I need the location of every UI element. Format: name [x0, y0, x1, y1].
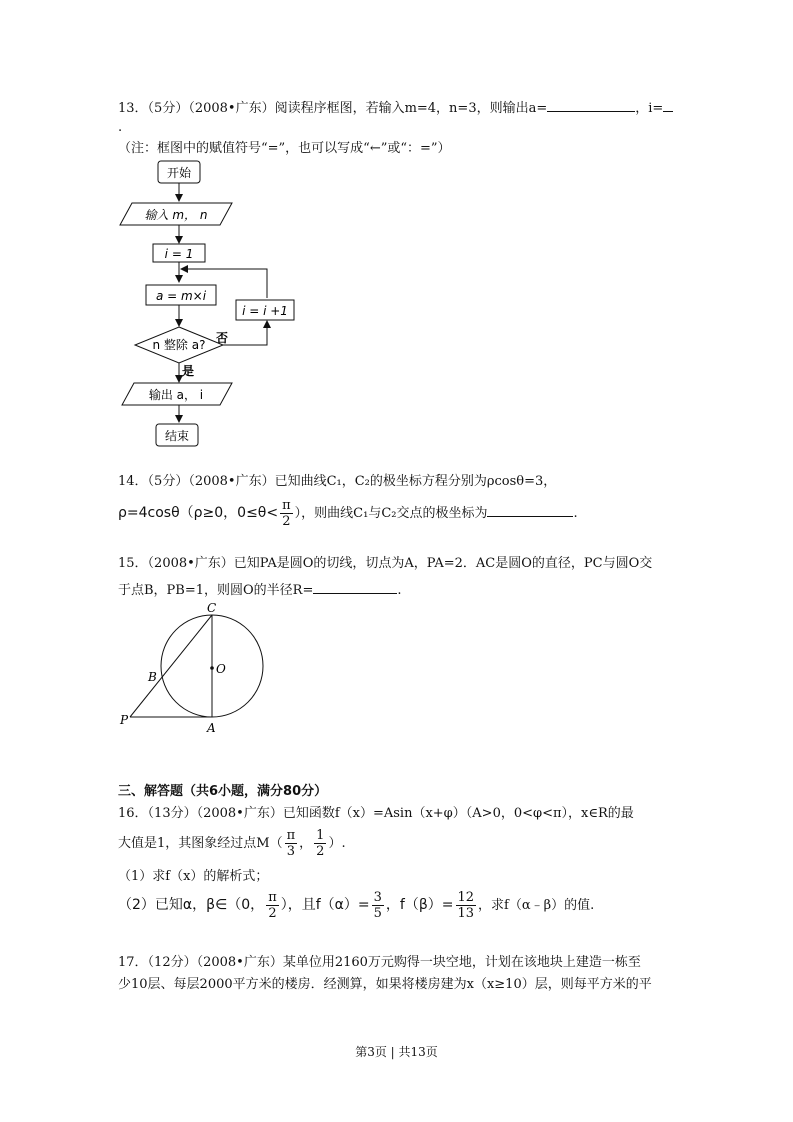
q13-mid: ，i=	[635, 101, 664, 116]
flow-input: 输入 m， n	[144, 208, 208, 222]
q13-blank-a	[547, 98, 635, 112]
q15-line1: 15．（2008•广东）已知PA是圆O的切线，切点为A，PA=2．AC是圆O的直径，PC与圆O交	[118, 556, 653, 571]
q15-blank	[313, 580, 397, 594]
q13-note: （注：框图中的赋值符号“=”，也可以写成“←”或“：=”）	[118, 141, 451, 156]
q14-fraction: $\frac{\pi}{2}$	[282, 498, 291, 529]
flow-increment: i = i +1	[242, 304, 288, 318]
flow-init: i = 1	[164, 247, 194, 261]
flow-decision: n 整除 a?	[152, 338, 206, 352]
label-a: A	[207, 721, 216, 735]
q14-blank	[487, 503, 573, 517]
flow-no: 否	[216, 331, 229, 345]
flow-start: 开始	[166, 166, 192, 180]
q15-line2: 于点B，PB=1，则圆O的半径R= .	[118, 580, 402, 599]
q14-line1: 14．（5分）（2008•广东）已知曲线C₁，C₂的极坐标方程分别为ρcosθ=3，	[118, 474, 557, 489]
center-dot	[210, 666, 214, 670]
flowchart	[110, 155, 310, 455]
label-c: C	[207, 601, 217, 615]
secant-pc	[130, 615, 212, 717]
q16-line2: 大值是1，其图象经过点M（ $\frac{\pi}{3}$ ， $\frac{1}{2}$ ）.	[118, 828, 346, 859]
q14-condition: ρ=4cosθ（ρ≥0，0≤θ<	[118, 505, 279, 521]
q16-frac-pi2: $\frac{\pi}{2}$	[268, 890, 277, 921]
q14-line2: ρ=4cosθ（ρ≥0，0≤θ< $\frac{\pi}{2}$ ），则曲线C₁与C₂交点的极坐标为 .	[118, 498, 578, 529]
q16-part2: （2）已知α，β∈（0， $\frac{\pi}{2}$ ），且f（α）= $\frac{3}{5}$ ，f（β）= $\frac{12}{13}$ ，求f（α﹣β）的值.	[118, 890, 595, 921]
q13-line1	[118, 98, 673, 117]
page-footer: 第3页 | 共13页	[355, 1045, 438, 1059]
q17-line2: 少10层、每层2000平方米的楼房．经测算，如果将楼房建为x（x≥10）层，则每平方米的平	[118, 977, 652, 992]
flow-end: 结束	[164, 429, 190, 443]
q13-blank-i	[663, 98, 673, 112]
q16-frac-1213: $\frac{12}{13}$	[457, 890, 475, 921]
q13-text: 13．（5分）（2008•广东）阅读程序框图，若输入m=4，n=3，则输出a=	[118, 101, 548, 116]
q14-ask: ），则曲线C₁与C₂交点的极坐标为	[294, 506, 488, 521]
label-o: O	[216, 662, 226, 676]
q17-line1: 17．（12分）（2008•广东）某单位用2160万元购得一块空地，计划在该地块上建造一栋至	[118, 955, 641, 970]
q16-frac-35: $\frac{3}{5}$	[373, 890, 382, 921]
q16-frac-pi3: $\frac{\pi}{3}$	[286, 828, 296, 859]
q16-line1: 16．（13分）（2008•广东）已知函数f（x）=Asin（x+φ）（A>0，0<φ<π），x∈R的最	[118, 806, 634, 821]
label-b: B	[148, 670, 157, 684]
label-p: P	[120, 713, 129, 727]
circle-figure	[110, 600, 280, 740]
flow-yes: 是	[182, 364, 195, 378]
q13-dot: .	[118, 120, 123, 135]
section-title: 三、解答题（共6小题，满分80分）	[118, 784, 328, 799]
flow-output: 输出 a， i	[148, 388, 204, 402]
q16-part1: （1）求f（x）的解析式；	[118, 869, 269, 884]
q16-frac-half: $\frac{1}{2}$	[316, 828, 325, 859]
flow-assign: a = m×i	[155, 289, 207, 303]
